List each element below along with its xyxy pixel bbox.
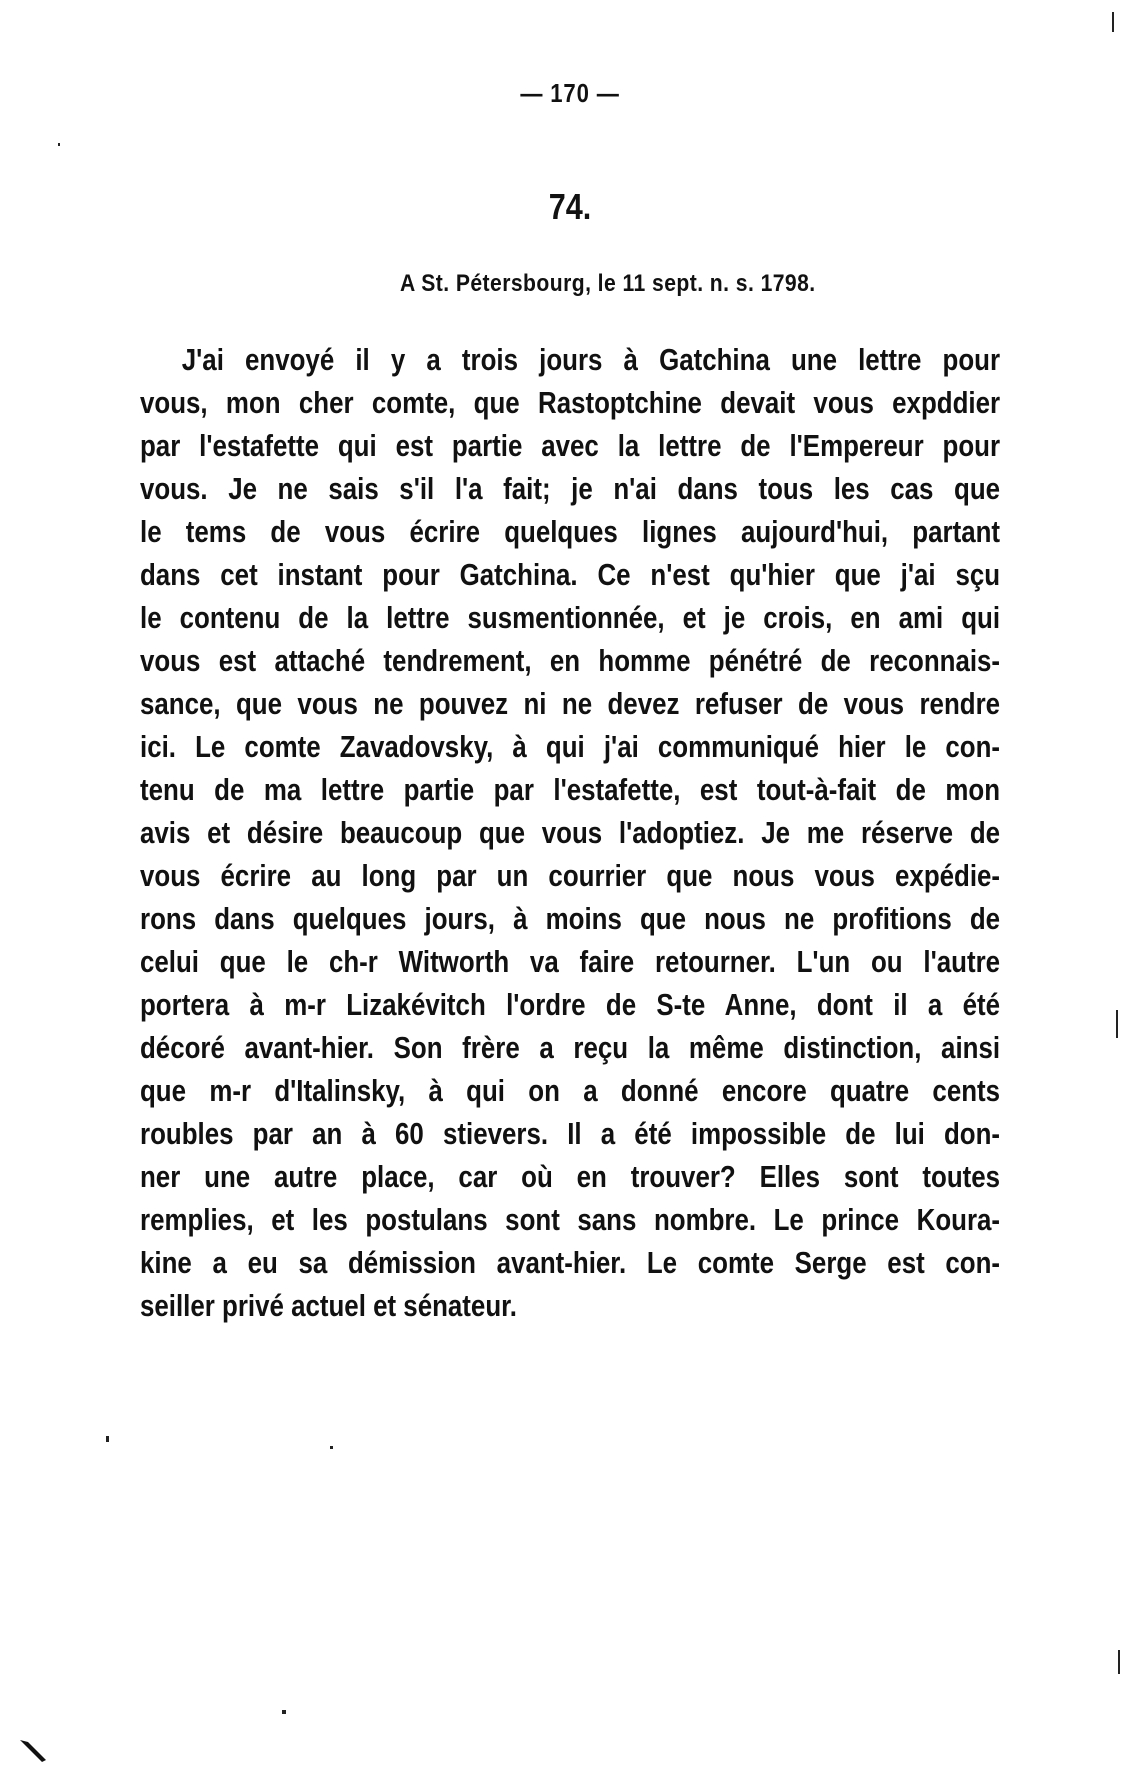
text-line: J'ai envoyé il y a trois jours à Gatchina une lettre pour [181, 342, 1001, 377]
letter-number: 74. [548, 186, 592, 227]
scan-speck [1112, 12, 1114, 32]
scan-corner-mark [18, 1738, 48, 1764]
text-line: le tems de vous écrire quelques lignes aujourd'hui, partant [140, 514, 1001, 549]
text-line: dans cet instant pour Gatchina. Ce n'est qu'hier que j'ai sçu [140, 557, 1001, 592]
scan-speck [58, 143, 60, 146]
scan-speck [330, 1446, 333, 1449]
text-line: avis et désire beaucoup que vous l'adoptiez. Je me réserve de [140, 815, 1001, 850]
scan-speck [1116, 1010, 1118, 1038]
text-line: remplies, et les postulans sont sans nombre. Le prince Koura- [140, 1202, 1001, 1237]
text-line: vous, mon cher comte, que Rastoptchine devait vous expddier [140, 385, 1001, 420]
text-line: vous écrire au long par un courrier que nous vous expédie- [140, 858, 1001, 893]
text-line: ici. Le comte Zavadovsky, à qui j'ai communiqué hier le con- [140, 729, 1001, 764]
text-line: tenu de ma lettre partie par l'estafette, est tout-à-fait de mon [140, 772, 1001, 807]
text-line: vous. Je ne sais s'il l'a fait; je n'ai dans tous les cas que [140, 471, 1001, 506]
text-line: seiller privé actuel et sénateur. [140, 1288, 517, 1323]
text-line: roubles par an à 60 stievers. Il a été impossible de lui don- [140, 1116, 1001, 1151]
text-line: le contenu de la lettre susmentionnée, et je crois, en ami qui [140, 600, 1001, 635]
text-line: sance, que vous ne pouvez ni ne devez refuser de vous rendre [140, 686, 1001, 721]
scan-speck [1118, 1650, 1120, 1674]
page-number: — 170 — [520, 78, 620, 108]
letter-dateline: A St. Pétersbourg, le 11 sept. n. s. 1798. [400, 270, 816, 297]
text-line: décoré avant-hier. Son frère a reçu la même distinction, ainsi [140, 1030, 1001, 1065]
text-line: rons dans quelques jours, à moins que nous ne profitions de [140, 901, 1001, 936]
scan-speck [106, 1436, 109, 1442]
letter-body [140, 338, 1140, 1327]
text-line: ner une autre place, car où en trouver? Elles sont toutes [140, 1159, 1001, 1194]
text-line: que m-r d'Italinsky, à qui on a donné encore quatre cents [140, 1073, 1001, 1108]
text-line: vous est attaché tendrement, en homme pénétré de reconnais- [140, 643, 1001, 678]
text-line: celui que le ch-r Witworth va faire retourner. L'un ou l'autre [140, 944, 1001, 979]
text-line: kine a eu sa démission avant-hier. Le comte Serge est con- [140, 1245, 1001, 1280]
text-line: portera à m-r Lizakévitch l'ordre de S-te Anne, dont il a été [140, 987, 1001, 1022]
text-line: par l'estafette qui est partie avec la lettre de l'Empereur pour [140, 428, 1001, 463]
scan-speck [282, 1710, 286, 1714]
